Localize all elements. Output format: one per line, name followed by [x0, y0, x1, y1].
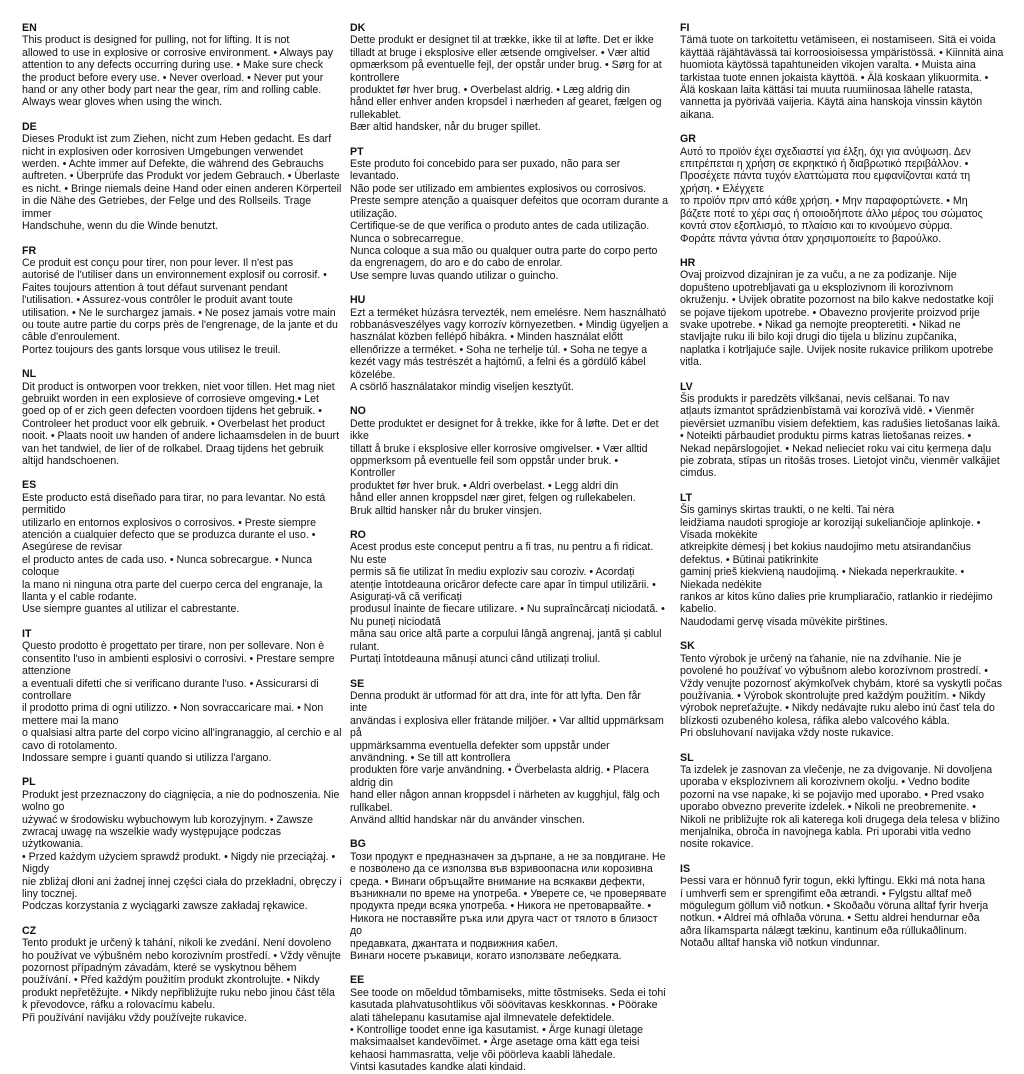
- section-lv: [680, 381, 1006, 480]
- section-ee: [350, 974, 672, 1073]
- language-code: PL: [22, 776, 36, 789]
- language-code: DE: [22, 120, 37, 133]
- section-no: [350, 405, 672, 517]
- section-text: Αυτό το προϊόν έχει σχεδιαστεί για έλξη, όχι για ανύψωση. Δεν επιτρέπεται η χρήση σε εκρηκτικό ή διαβρωτικό περιβάλλον. • Προσέχετε πάντα τυχόν ελαττώματα που εμφανίζονται κατά τη χρήση. • Ελέγχετε το προϊόν πριν από κάθε χρήση. • Μην παραφορτώνετε. • Μη βάζετε ποτέ το χέρι σας ή οποιοδήποτε άλλο μέρος του σώματος κοντά στον εξοπλισμό, το πλαίσιο και το κινούμενο σύρμα. Φοράτε πάντα γάντια όταν χρησιμοποιείτε το βαρούλκο.: [680, 145, 983, 245]
- language-code: SK: [680, 640, 695, 653]
- section-text: Šis gaminys skirtas traukti, o ne kelti. Tai nėra leidžiama naudoti sprogioje ar korozijąi sukeliančioje aplinkoje. • Visada mokėkite atkreipkite dėmesį į bet kokius naudojimo metu atsirandančius defektus. • Būtinai patikrinkite gaminį prieš kiekvieną naudojimą. • Niekada neperkraukite. • Niekada nedėkite rankos ar kitos kūno dalies prie krumpliaračio, ratlankio ir riedėjimo kabelio. Naudodami gervę visada mūvėkite pirštines.: [680, 504, 993, 628]
- language-code: ES: [22, 479, 37, 492]
- language-code: LV: [680, 380, 693, 393]
- section-gr: [680, 133, 1006, 245]
- language-code: DK: [350, 22, 366, 34]
- section-lt: [680, 492, 1006, 628]
- section-is: [680, 863, 1006, 950]
- section-fi: [680, 22, 1006, 121]
- section-text: Produkt jest przeznaczony do ciągnięcia, a nie do podnoszenia. Nie wolno go używać w środowisku wybuchowym lub korozyjnym. • Zawsze zwracaj uwagę na wszelkie wady występujące podczas użytkowania. • Przed każdym użyciem sprawdź produkt. • Nigdy nie przeciążaj. • Nigdy nie zbliżaj dłoni ani żadnej innej części ciała do przekładni, obręczy i liny tocznej. Podczas korzystania z wyciągarki zawsze zakładaj rękawice.: [22, 788, 342, 913]
- language-code: FI: [680, 22, 690, 34]
- section-text: Tento produkt je určený k tahání, nikoli ke zvedání. Není dovoleno ho používat ve výbušném nebo korozivním prostředí. • Vždy věnujte pozornost případným závadám, které se vyskytnou během používání. • Před každým použitím produkt zkontrolujte. • Nikdy produkt nepřetěžujte. • Nikdy nepřibližujte ruku nebo jinou část těla k převodovce, ráfku a rolovacímu kabelu. Při používání navijáku vždy používejte rukavice.: [22, 937, 341, 1024]
- section-text: Този продукт е предназначен за дърпане, а не за повдигане. Не е позволено да се използва във взривоопасна или корозивна среда. • Винаги обръщайте внимание на всякакви дефекти, възникнали по време на употреба. • Уверете се, че проверявате продукта преди всяка употреба. • Никога не претоварвайте. • Никога не поставяйте ръка или друга част от тялото в близост до предавката, джантата и подвижния кабел. Винаги носете ръкавици, когато използвате лебедката.: [350, 850, 667, 963]
- language-code: SL: [680, 751, 694, 764]
- language-code: HR: [680, 256, 696, 269]
- section-de: [22, 121, 342, 233]
- language-code: PT: [350, 145, 364, 158]
- language-code: RO: [350, 529, 366, 542]
- section-nl: [22, 368, 342, 467]
- section-text: Ezt a terméket húzásra tervezték, nem emelésre. Nem használható robbanásveszélyes vagy korrozív környezetben. • Mindig ügyeljen a használat közben fellépő hibákra. • Minden használat előtt ellenőrizze a terméket. • Soha ne terhelje túl. • Soha ne tegye a kezét vagy más testrészét a hajtómű, a felni és a gördülő kábel közelébe. A csörlő használatakor mindig viseljen kesztyűt.: [350, 306, 669, 393]
- section-dk: [350, 22, 672, 134]
- section-text: Este producto está diseñado para tirar, no para levantar. No está permitido utilizarlo en entornos explosivos o corrosivos. • Preste siempre atención a cualquier defecto que se produzca durante el uso. • Asegúrese de revisar el producto antes de cada uso. • Nunca sobrecargue. • Nunca coloque la mano ni ninguna otra parte del cuerpo cerca del engranaje, la llanta y el cable rodante. Use siempre guantes al utilizar el cabrestante.: [22, 491, 326, 616]
- language-code: SE: [350, 677, 365, 690]
- section-se: [350, 678, 672, 827]
- section-it: [22, 628, 342, 764]
- language-code: CZ: [22, 924, 37, 937]
- language-code: LT: [680, 491, 693, 504]
- language-code: BG: [350, 838, 366, 851]
- section-text: This product is designed for pulling, not for lifting. It is not allowed to use in explosive or corrosive environment. • Always pay attention to any defects occurring during use. • Make sure check the product before every use. • Never overload. • Never put your hand or any other body part near the gear, rim and rolling cable. Always wear gloves when using the winch.: [22, 34, 334, 109]
- section-text: Este produto foi concebido para ser puxado, não para ser levantado. Não pode ser utilizado em ambientes explosivos ou corrosivos. Preste sempre atenção a quaisquer defeitos que ocorram durante a utilização. Certifique-se de que verifica o produto antes de cada utilização. Nunca o sobrecarregue. Nunca coloque a sua mão ou qualquer outra parte do corpo perto da engrenagem, do aro e do cabo de enrolar. Use sempre luvas quando utilizar o guincho.: [350, 158, 669, 282]
- section-text: Dit product is ontworpen voor trekken, niet voor tillen. Het mag niet gebruikt worden in een explosieve of corrosieve omgeving.• Let goed op of er zich geen defecten voordoen tijdens het gebruik. • Controleer het product voor elk gebruik. • Overbelast het product nooit. • Plaats nooit uw handen of andere lichaamsdelen in de buurt van het tandwiel, de lier of de rolkabel. Draag tijdens het gebruik altijd handschoenen.: [22, 380, 340, 467]
- language-code: FR: [22, 244, 37, 257]
- section-fr: [22, 245, 342, 357]
- section-pl: [22, 776, 342, 912]
- section-text: Ce produit est conçu pour tirer, non pour lever. Il n'est pas autorisé de l'utiliser dans un environnement explosif ou corrosif. • Faites toujours attention à tout défaut survenant pendant l'utilisation. • Assurez-vous contrôler le produit avant toute utilisation. • Ne le surchargez jamais. • Ne posez jamais votre main ou toute autre partie du corps près de l'engrenage, de la jante et du câble d'enroulement. Portez toujours des gants lorsque vous utilisez le treuil.: [22, 256, 338, 356]
- section-text: Questo prodotto è progettato per tirare, non per sollevare. Non è consentito l'uso in ambienti esplosivi o corrosivi. • Prestare sempre attenzione a eventuali difetti che si verificano durante l'uso. • Assicurarsi di controllare il prodotto prima di ogni utilizzo. • Non sovraccaricare mai. • Non mettere mai la mano o qualsiasi altra parte del corpo vicino all'ingranaggio, al cerchio e al cavo di rotolamento. Indossare sempre i guanti quando si utilizza l'argano.: [22, 640, 342, 764]
- language-code: EE: [350, 974, 365, 987]
- section-en: [22, 22, 342, 109]
- section-cz: [22, 925, 342, 1024]
- section-hr: [680, 257, 1006, 369]
- section-text: Tento výrobok je určený na ťahanie, nie na zdvíhanie. Nie je povolené ho používať vo výbušnom alebo korozívnom prostredí. • Vždy venujte pozornosť akýmkoľvek chybám, ktoré sa vyskytli počas používania. • Výrobok skontrolujte pred každým použitím. • Nikdy výrobok nepreťažujte. • Nikdy nedávajte ruku alebo inú časť tela do blízkosti ozubeného kolesa, ráfika alebo valcového kábla. Pri obsluhovaní navijaka vždy noste rukavice.: [680, 652, 1003, 740]
- column-right: [680, 22, 1006, 1006]
- section-text: Dieses Produkt ist zum Ziehen, nicht zum Heben gedacht. Es darf nicht in explosiven oder korrosiven Umgebungen verwendet werden. • Achte immer auf Defekte, die während des Gebrauchs auftreten. • Überprüfe das Produkt vor jedem Gebrauch. • Überlaste es nicht. • Bringe niemals deine Hand oder einen anderen Körperteil in die Nähe des Getriebes, der Felge und des Rollseils. Trage immer Handschuhe, wenn du die Winde benutzt.: [22, 133, 342, 233]
- section-sl: [680, 752, 1006, 851]
- language-code: GR: [680, 133, 696, 146]
- language-code: IS: [680, 862, 691, 875]
- language-code: NO: [350, 405, 366, 418]
- section-text: Þessi vara er hönnuð fyrir togun, ekki lyftingu. Ekki má nota hana í umhverfi sem er sprengifimt eða ætrandi. • Fylgstu alltaf með mögulegum göllum við notkun. • Skoðaðu vöruna alltaf fyrir hverja notkun. • Aldrei má ofhlaða vöruna. • Settu aldrei hendurnar eða aðra líkamsparta nálægt tækinu, kantinum eða rúllukaðlinum. Notaðu alltaf hanska við notkun vindunnar.: [680, 875, 989, 950]
- column-left: [22, 22, 342, 1024]
- column-middle: [350, 22, 672, 1074]
- section-text: Ovaj proizvod dizajniran je za vuču, a ne za podizanje. Nije dopušteno upotrebljavati ga u eksplozivnom ili korozivnom okruženju. • Uvijek obratite pozornost na bilo kakve nedostatke koji se pojave tijekom upotrebe. • Obavezno provjerite proizvod prije svake upotrebe. • Nikad ga nemojte preopteretiti. • Nikad ne stavljajte ruku ili bilo koji drugi dio tijela u blizinu zupčanika, naplatka i kotrljajuće sajle. Uvijek nosite rukavice prilikom upotrebe vitla.: [680, 269, 994, 369]
- language-code: NL: [22, 368, 37, 381]
- language-code: IT: [22, 627, 32, 640]
- section-ro: [350, 529, 672, 665]
- section-text: Tämä tuote on tarkoitettu vetämiseen, ei nostamiseen. Sitä ei voida käyttää räjähtävässä tai korroosioisessa ympäristössä. • Kiinnitä aina huomiota käytössä tapahtuneiden vikojen varalta. • Muista aina tarkistaa tuote ennen jokaista käyttöä. • Älä koskaan ylikuormita. • Älä koskaan laita kättäsi tai muuta ruumiinosaa lähelle ratasta, vannetta ja pyörivää vaijeria. Käytä aina hanskoja vinssin käytön aikana.: [680, 34, 1004, 121]
- section-bg: [350, 838, 672, 962]
- section-text: Acest produs este conceput pentru a fi tras, nu pentru a fi ridicat. Nu este permis să fie utilizat în mediu exploziv sau coroziv. • Acordați atenție întotdeauna oricăror defecte care apar în timpul utilizării. • Asigurați-vă că verificați produsul înainte de fiecare utilizare. • Nu supraîncărcați niciodată. • Nu puneți niciodată mâna sau orice altă parte a corpului lângă angrenaj, jantă și cablul rulant. Purtați întotdeauna mănuși atunci când utilizați troliul.: [350, 541, 665, 666]
- language-code: EN: [22, 22, 37, 34]
- section-text: Dette produktet er designet for å trekke, ikke for å løfte. Det er det ikke tillatt å bruke i eksplosive eller korrosive omgivelser. • Vær alltid oppmerksom på eventuelle feil som oppstår under bruk. • Kontroller produktet før hver bruk. • Aldri overbelast. • Legg aldri din hånd eller annen kroppsdel nær giret, felgen og rullekabelen. Bruk alltid hansker når du bruker vinsjen.: [350, 417, 659, 517]
- section-text: Dette produkt er designet til at trække, ikke til at løfte. Det er ikke tilladt at bruge i eksplosive eller ætsende omgivelser. • Vær altid opmærksom på eventuelle fejl, der opstår under brug. • Sørg for at kontrollere produktet før hver brug. • Overbelast aldrig. • Læg aldrig din hånd eller enhver anden kropsdel i nærheden af gearet, fælgen og rullekablet. Bær altid handsker, når du bruger spillet.: [350, 34, 662, 134]
- language-code: HU: [350, 294, 366, 307]
- section-text: Ta izdelek je zasnovan za vlečenje, ne za dvigovanje. Ni dovoljena uporaba v eksplozivnem ali korozivnem okolju. • Vedno bodite pozorni na vse napake, ki se pojavijo med uporabo. • Pred vsako uporabo obvezno preverite izdelek. • Nikoli ne preobremenite. • Nikoli ne približujte rok ali katerega koli drugega dela telesa v bližino menjalnika, obroča in navojnega kabla. Pri uporabi vitla vedno nosite rokavice.: [680, 763, 1000, 851]
- section-text: Šis produkts ir paredzēts vilkšanai, nevis celšanai. To nav atļauts izmantot sprādzienbīstamā vai korozīvā vidē. • Vienmēr pievērsiet uzmanību visiem defektiem, kas radušies lietošanas laikā. • Noteikti pārbaudiet produktu pirms katras lietošanas reizes. • Nekad nepārslogojiet. • Nekad nelieciet roku vai citu ķermeņa daļu pie zobrata, stīpas un ritošās troses. Lietojot vinču, vienmēr valkājiet cimdus.: [680, 392, 1001, 480]
- section-es: [22, 479, 342, 615]
- section-text: Denna produkt är utformad för att dra, inte för att lyfta. Den får inte användas i explosiva eller frätande miljöer. • Var alltid uppmärksam på uppmärksamma eventuella defekter som uppstår under användning. • Se till att kontrollera produkten före varje användning. • Överbelasta aldrig. • Placera aldrig din hand eller någon annan kroppsdel i närheten av kugghjul, fälg och rullkabel. Använd alltid handskar när du använder vinschen.: [350, 689, 664, 826]
- section-pt: [350, 146, 672, 282]
- section-text: See toode on mõeldud tõmbamiseks, mitte tõstmiseks. Seda ei tohi kasutada plahvatusohtlikus või söövitavas keskkonnas. • Pöörake alati tähelepanu kasutamise ajal ilmnevatele defektidele. • Kontrollige toodet enne iga kasutamist. • Ärge kunagi ületage maksimaalset kandevõimet. • Ärge asetage oma kätt ega teisi kehaosi hammasratta, velje või pöörleva kaabli lähedale. Vintsi kasutades kandke alati kindaid.: [350, 986, 666, 1074]
- section-sk: [680, 640, 1006, 739]
- section-hu: [350, 294, 672, 393]
